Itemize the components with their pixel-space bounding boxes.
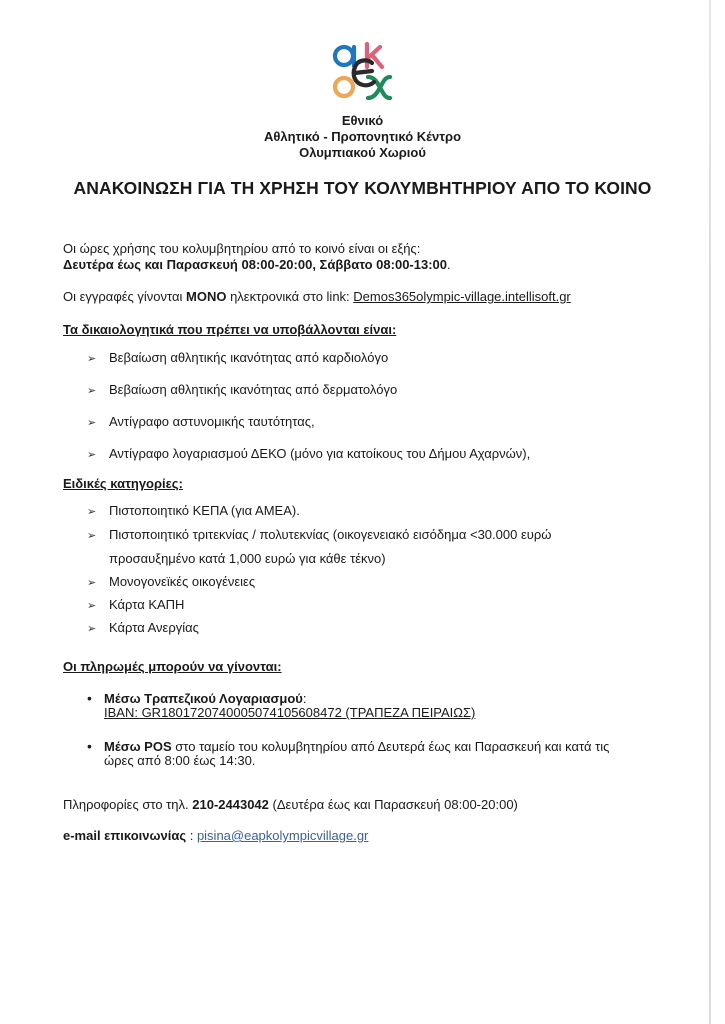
arrow-bullet-icon: ➢ bbox=[87, 623, 97, 635]
document-item-text: Βεβαίωση αθλητικής ικανότητας από δερματολόγο bbox=[109, 382, 398, 397]
iban-text: IBAN: GR1801720740005074105608472 (ΤΡΑΠΕΖΑ ΠΕΙΡΑΙΩΣ) bbox=[104, 705, 476, 720]
document-item bbox=[87, 414, 315, 431]
registration-link[interactable]: Demos365olympic-village.intellisoft.gr bbox=[353, 289, 571, 304]
phone-number: 210-2443042 bbox=[192, 797, 269, 812]
registration-prefix: Οι εγγραφές γίνονται bbox=[63, 289, 187, 304]
hours-schedule-end: . bbox=[447, 257, 451, 272]
contact-phone-line bbox=[63, 797, 518, 813]
arrow-bullet-icon: ➢ bbox=[87, 449, 97, 461]
arrow-bullet-icon: ➢ bbox=[87, 600, 97, 612]
payment-pos-label: Μέσω POS bbox=[104, 739, 172, 754]
email-separator: : bbox=[186, 828, 197, 843]
contact-email-line bbox=[63, 828, 368, 844]
email-link[interactable]: pisina@eapkolympicvillage.gr bbox=[196, 828, 369, 843]
arrow-bullet-icon: ➢ bbox=[87, 506, 97, 518]
payment-pos-text: στο ταμείο του κολυμβητηρίου από Δευτερά έως και Παρασκευή και κατά τις bbox=[171, 739, 610, 754]
special-item-text: Πιστοποιητικό ΚΕΠΑ (για ΑΜΕΑ). bbox=[109, 503, 300, 518]
special-item-text: Μονογονεϊκές οικογένειες bbox=[109, 574, 256, 589]
special-item-continuation: προσαυξημένο κατά 1,000 ευρώ για κάθε τέκνο) bbox=[109, 551, 386, 566]
document-item bbox=[87, 350, 388, 367]
arrow-bullet-icon: ➢ bbox=[87, 385, 97, 397]
registration-middle: ηλεκτρονικά στο link: bbox=[226, 289, 354, 304]
arrow-bullet-icon: ➢ bbox=[87, 353, 97, 365]
org-name-line-2: Αθλητικό - Προπονητικό Κέντρο bbox=[263, 129, 462, 144]
phone-hours: (Δευτέρα έως και Παρασκευή 08:00-20:00) bbox=[268, 797, 518, 812]
arrow-bullet-icon: ➢ bbox=[87, 417, 97, 429]
special-item bbox=[87, 620, 199, 637]
special-item bbox=[87, 574, 255, 591]
hours-schedule-text: Δευτέρα έως και Παρασκευή 08:00-20:00, Σάββατο 08:00-13:00 bbox=[63, 257, 448, 272]
document-item bbox=[87, 382, 397, 399]
eakoxk-logo-icon bbox=[332, 41, 394, 103]
payment-bank-colon: : bbox=[302, 691, 307, 706]
special-item-text: Κάρτα Ανεργίας bbox=[109, 620, 199, 635]
arrow-bullet-icon: ➢ bbox=[87, 530, 97, 542]
bullet-dot-icon: • bbox=[87, 690, 92, 706]
document-item-text: Αντίγραφο λογαριασμού ΔΕΚΟ (μόνο για κατοίκους του Δήμου Αχαρνών), bbox=[109, 446, 531, 461]
registration-line bbox=[63, 289, 571, 305]
org-name-line-3: Ολυμπιακού Χωριού bbox=[299, 145, 426, 160]
special-item bbox=[87, 527, 551, 544]
announcement-title: ΑΝΑΚΟΙΝΩΣΗ ΓΙΑ ΤΗ ΧΡΗΣΗ ΤΟΥ ΚΟΛΥΜΒΗΤΗΡΙΟΥ ΑΠΟ ΤΟ ΚΟΙΝΟ bbox=[73, 178, 652, 198]
hours-schedule bbox=[63, 257, 451, 273]
hours-intro: Οι ώρες χρήσης του κολυμβητηρίου από το κοινό είναι οι εξής: bbox=[63, 241, 421, 256]
special-heading: Ειδικές κατηγορίες: bbox=[63, 476, 183, 491]
special-item-text: Πιστοποιητικό τριτεκνίας / πολυτεκνίας (οικογενειακό εισόδημα <30.000 ευρώ bbox=[109, 527, 552, 542]
payments-heading: Οι πληρωμές μπορούν να γίνονται: bbox=[63, 659, 282, 674]
payment-iban bbox=[87, 705, 475, 721]
bullet-dot-icon: • bbox=[87, 738, 92, 754]
payment-bank-label: Μέσω Τραπεζικού Λογαριασμού bbox=[104, 691, 303, 706]
document-item-text: Βεβαίωση αθλητικής ικανότητας από καρδιολόγο bbox=[109, 350, 389, 365]
org-name-line-1: Εθνικό bbox=[341, 113, 384, 128]
documents-heading: Τα δικαιολογητικά που πρέπει να υποβάλλονται είναι: bbox=[63, 322, 397, 337]
document-item bbox=[87, 446, 530, 463]
phone-prefix: Πληροφορίες στο τηλ. bbox=[63, 797, 193, 812]
special-item bbox=[87, 503, 300, 520]
arrow-bullet-icon: ➢ bbox=[87, 577, 97, 589]
document-item-text: Αντίγραφο αστυνομικής ταυτότητας, bbox=[109, 414, 315, 429]
payment-pos-continuation: ώρες από 8:00 έως 14:30. bbox=[104, 753, 256, 768]
registration-emphasis: ΜΟΝΟ bbox=[186, 289, 227, 304]
email-label: e-mail επικοινωνίας bbox=[63, 828, 187, 843]
special-item-text: Κάρτα ΚΑΠΗ bbox=[109, 597, 185, 612]
special-item bbox=[87, 597, 184, 614]
